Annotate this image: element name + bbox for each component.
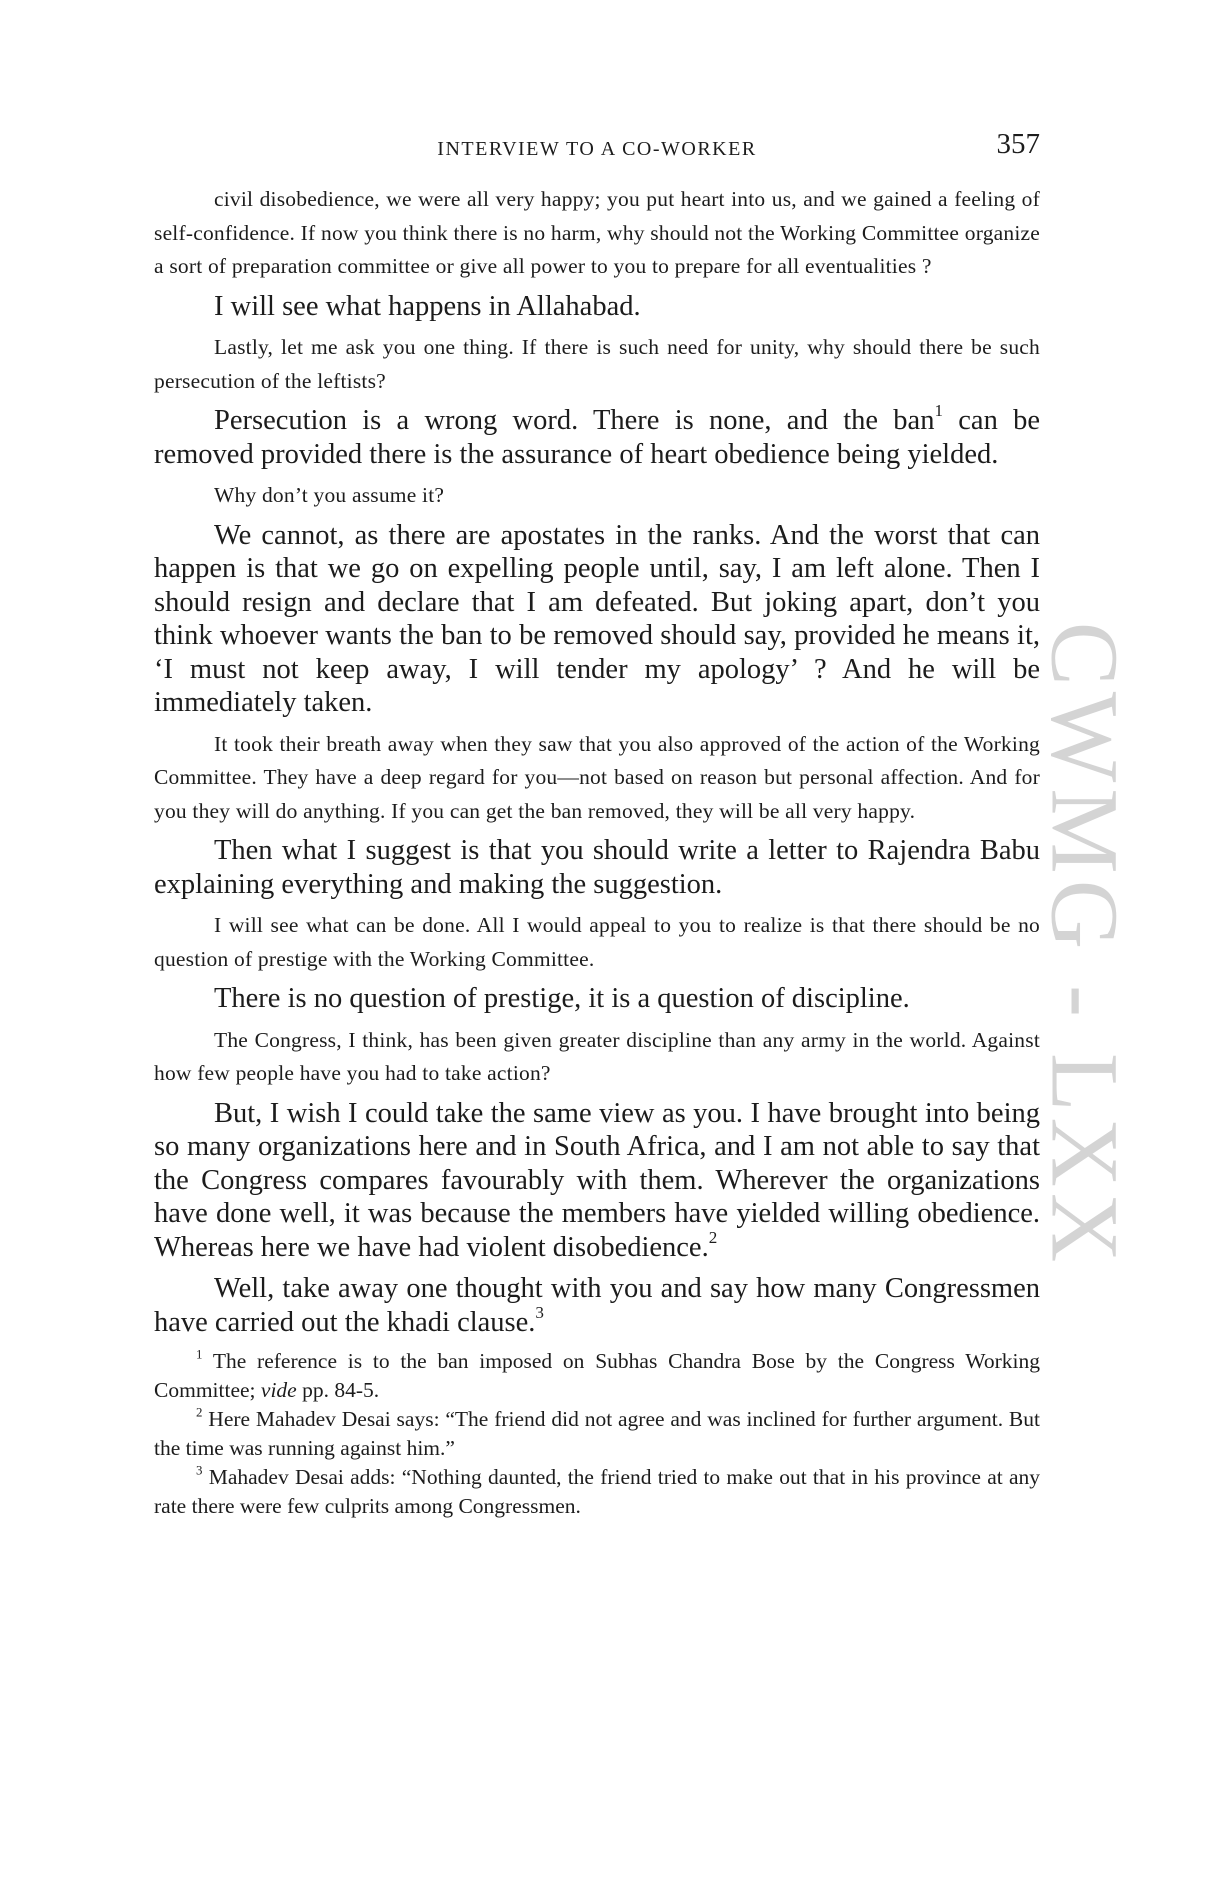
answer-paragraph: Then what I suggest is that you should write a letter to Rajendra Babu explaining everything and making the suggestion. [154,835,1040,900]
answer-paragraph [154,1097,1040,1265]
footnote-reference: 3 [535,1302,544,1322]
running-head: INTERVIEW TO A CO-WORKER [437,138,757,160]
footnote-number: 1 [196,1347,203,1362]
footnotes [154,1347,1040,1521]
footnote-text: The reference is to the ban imposed on Subhas Chandra Bose by the Congress Working Committee; [154,1349,1040,1402]
question-paragraph: civil disobedience, we were all very happy; you put heart into us, and we gained a feeling of self-confidence. If now you think there is no harm, why should not the Working Committee organize a sort of preparation committee or give all power to you to prepare for all eventualities ? [154,187,1040,278]
footnote-reference: 1 [934,401,943,421]
footnote-2 [154,1405,1040,1463]
footnote-reference: 2 [708,1227,718,1247]
footnote-text: Here Mahadev Desai says: “The friend did not agree and was inclined for further argument. But the time was running against him.” [154,1407,1040,1460]
question-paragraph: Why don’t you assume it? [214,483,445,507]
page-header [154,128,1040,168]
footnote-vide: vide [260,1378,297,1402]
answer-text: Persecution is a wrong word. There is none, and the ban [214,405,935,436]
footnote-number: 2 [196,1405,203,1420]
question-paragraph: The Congress, I think, has been given greater discipline than any army in the world. Against how few people have you had to take action? [154,1027,1040,1085]
footnote-text: pp. 84-5. [296,1378,380,1402]
watermark-text: CWMG - LXX [1031,621,1139,1269]
page-content [154,183,1040,1521]
answer-paragraph: We cannot, as there are apostates in the ranks. And the worst that can happen is that we go on expelling people until, say, I am left alone. Then I should resign and declare that I am defeated. But joking apart, don’t you think whoever wants the ban to be removed should say, provided he means it, ‘I must not keep away, I will tender my apology’ ? And he will be immediately taken. [154,519,1040,718]
footnote-text: Mahadev Desai adds: “Nothing daunted, the friend tried to make out that in his province at any rate there were few culprits among Congressmen. [154,1465,1040,1518]
question-paragraph: It took their breath away when they saw that you also approved of the action of the Working Committee. They have a deep regard for you—not based on reason but personal affection. And for you they will do anything. If you can get the ban removed, they will be all very happy. [154,731,1040,823]
question-paragraph: Lastly, let me ask you one thing. If there is such need for unity, why should there be such persecution of the leftists? [154,335,1040,393]
answer-text: can be removed provided there is the assurance of heart obedience being yielded. [154,405,1040,470]
page-number: 357 [996,128,1040,160]
answer-paragraph: There is no question of prestige, it is a question of discipline. [214,983,910,1014]
answer-text: Well, take away one thought with you and say how many Congressmen have carried out the khadi clause. [154,1273,1040,1338]
question-paragraph: I will see what can be done. All I would appeal to you to realize is that there should be no question of prestige with the Working Committee. [154,913,1040,971]
watermark [970,475,1200,1415]
document-page [154,0,1040,1890]
answer-paragraph: I will see what happens in Allahabad. [214,290,641,322]
footnote-1 [154,1347,1040,1405]
answer-paragraph [154,1272,1040,1339]
answer-paragraph [154,401,1040,471]
footnote-3 [154,1463,1040,1521]
answer-text: But, I wish I could take the same view as you. I have brought into being so many organizations here and in South Africa, and I am not able to say that the Congress compares favourably with them. Wherever the organizations have done well, it was because the members have yielded willing obedience. Whereas here we have had violent disobedience. [154,1097,1040,1263]
footnote-number: 3 [196,1463,203,1478]
